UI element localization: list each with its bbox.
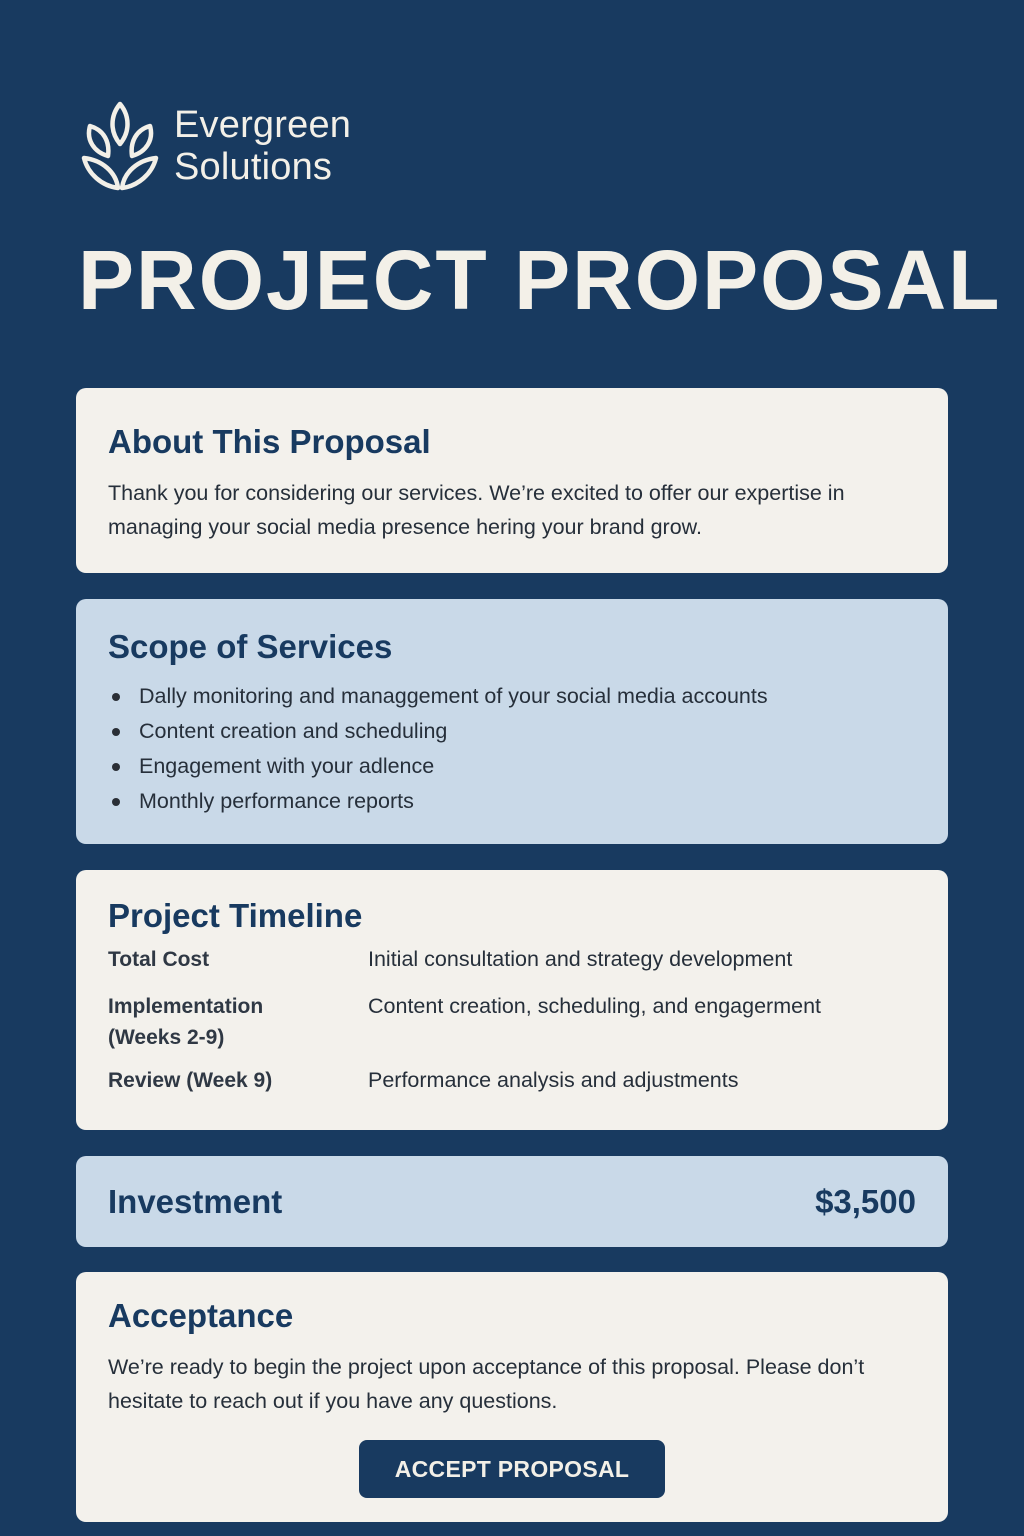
timeline-row-label: [108, 991, 368, 1053]
timeline-label-line1: Implementation: [108, 995, 264, 1018]
timeline-row: [108, 944, 916, 975]
brand-name-line1: Evergreen: [174, 104, 352, 146]
acceptance-body: We’re ready to begin the project upon acceptance of this proposal. Please don’t hesitate to reach out if you have any questions.: [108, 1355, 865, 1413]
investment-section: [76, 1156, 948, 1247]
page-title: PROJECT PROPOSAL: [78, 233, 1002, 327]
timeline-row: [108, 991, 916, 1053]
timeline-row-label: [108, 1065, 368, 1096]
about-heading: About This Proposal: [108, 423, 431, 460]
scope-list: [108, 679, 916, 819]
timeline-label-line2: (Weeks 2-9): [108, 1026, 225, 1049]
timeline-heading: Project Timeline: [108, 897, 363, 934]
scope-item: Monthly performance reports: [108, 784, 916, 819]
scope-heading: Scope of Services: [108, 628, 393, 665]
timeline-row-description: Content creation, scheduling, and engagerment: [368, 994, 822, 1018]
timeline-section: [76, 870, 948, 1130]
scope-section: [76, 599, 948, 844]
about-section: [76, 388, 948, 573]
acceptance-section: [76, 1272, 948, 1522]
acceptance-heading: Acceptance: [108, 1297, 294, 1334]
timeline-label-line1: Review (Week 9): [108, 1069, 273, 1092]
brand-name-line2: Solutions: [174, 146, 333, 188]
scope-item: Engagement with your adlence: [108, 749, 916, 784]
investment-amount: $3,500: [815, 1182, 916, 1220]
brand-logo: [80, 100, 351, 192]
scope-item: Dally monitoring and managgement of your social media accounts: [108, 679, 916, 714]
timeline-row-description: Initial consultation and strategy development: [368, 947, 793, 971]
timeline-row-label: [108, 944, 368, 975]
investment-label: Investment: [108, 1182, 283, 1220]
about-body: Thank you for considering our services. We’re excited to offer our expertise in managing your social media presence hering your brand grow.: [108, 481, 845, 539]
timeline-label-line1: Total Cost: [108, 948, 210, 971]
leaf-sprout-icon: [80, 100, 160, 192]
scope-item: Content creation and scheduling: [108, 714, 916, 749]
timeline-row-description: Performance analysis and adjustments: [368, 1068, 739, 1092]
accept-proposal-button[interactable]: ACCEPT PROPOSAL: [359, 1440, 665, 1498]
brand-name: [174, 104, 351, 188]
timeline-row: [108, 1065, 916, 1096]
